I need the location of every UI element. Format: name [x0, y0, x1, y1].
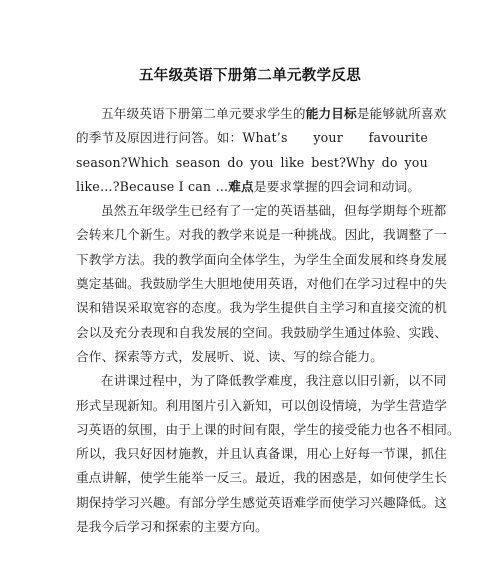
paragraph-2-line: 奠定基础。我鼓励学生大胆地使用英语，对他们在学习过程中的失 — [76, 276, 448, 292]
paragraph-3-line: 重点讲解，使学生能举一反三。最近，我的困惑是，如何使学生长 — [76, 470, 448, 486]
text-run: best?Why — [311, 154, 375, 170]
paragraph-2-line: 会以及充分表现和自我发展的空间。我鼓励学生通过体验、实践、 — [76, 324, 448, 340]
paragraph-3-line: 期保持学习兴趣。有部分学生感觉英语难学而使学习兴趣降低。这 — [76, 494, 448, 510]
text-run: your — [313, 130, 343, 146]
text-run: season?Which — [76, 154, 169, 170]
paragraph-2-line: 虽然五年级学生已经有了一定的英语基础，但每学期每个班都 — [101, 203, 447, 219]
text-run: do — [381, 154, 398, 170]
text-run: 是能够就所喜欢 — [356, 106, 447, 121]
paragraph-3-line: 习英语的氛围，由于上课的时间有限，学生的接受能力也各不相同。 — [76, 421, 460, 437]
document-body — [76, 102, 460, 539]
page-title: 五年级英语下册第二单元教学反思 — [139, 68, 361, 84]
paragraph-2-line: 会转来几个新生。对我的教学来说是一种挑战。因此，我调整了一 — [76, 227, 448, 243]
text-run: do — [227, 154, 244, 170]
paragraph-1-line-4 — [76, 175, 428, 199]
text-run: favourite — [368, 130, 428, 146]
paragraph-3-line: 在讲课过程中，为了降低教学难度，我注意以旧引新，以不同 — [101, 373, 447, 389]
paragraph-2-line: 合作、探索等方式，发展听、说、读、写的综合能力。 — [76, 348, 384, 364]
paragraph-1-line-1 — [76, 102, 447, 126]
text-run: like — [280, 154, 305, 170]
paragraph-2-line: 误和错误采取宽容的态度。我为学生提供自主学习和直接交流的机 — [76, 300, 448, 316]
paragraph-3 — [76, 369, 460, 539]
text-run: 的季节及原因进行问答。如：What’s — [76, 130, 288, 146]
text-run: you — [404, 154, 428, 170]
paragraph-3-line: 所以，我只好因材施教，并且认真备课，用心上好每一节课，抓住 — [76, 446, 448, 462]
paragraph-3-line: 形式呈现新知。利用图片引入新知，可以创设情境，为学生营造学 — [76, 397, 448, 413]
paragraph-1-line-2 — [76, 126, 428, 150]
bold-term-difficulty: 难点 — [228, 178, 254, 194]
text-run: you — [250, 154, 274, 170]
paragraph-1-line-3 — [76, 151, 428, 175]
text-run: 五年级英语下册第二单元要求学生的 — [101, 106, 306, 121]
text-run: like…?Because I can … — [76, 178, 229, 194]
paragraph-2-line: 下教学方法。我的教学面向全体学生，为学生全面发展和终身发展 — [76, 251, 448, 267]
paragraph-3-line: 是我今后学习和探索的主要方向。 — [76, 519, 268, 535]
bold-term-ability-goal: 能力目标 — [305, 106, 357, 121]
paragraph-1 — [76, 102, 447, 199]
text-run: 是要求掌握的四会词和动词。 — [253, 178, 421, 194]
paragraph-2 — [76, 199, 448, 369]
text-run: season — [175, 154, 221, 170]
